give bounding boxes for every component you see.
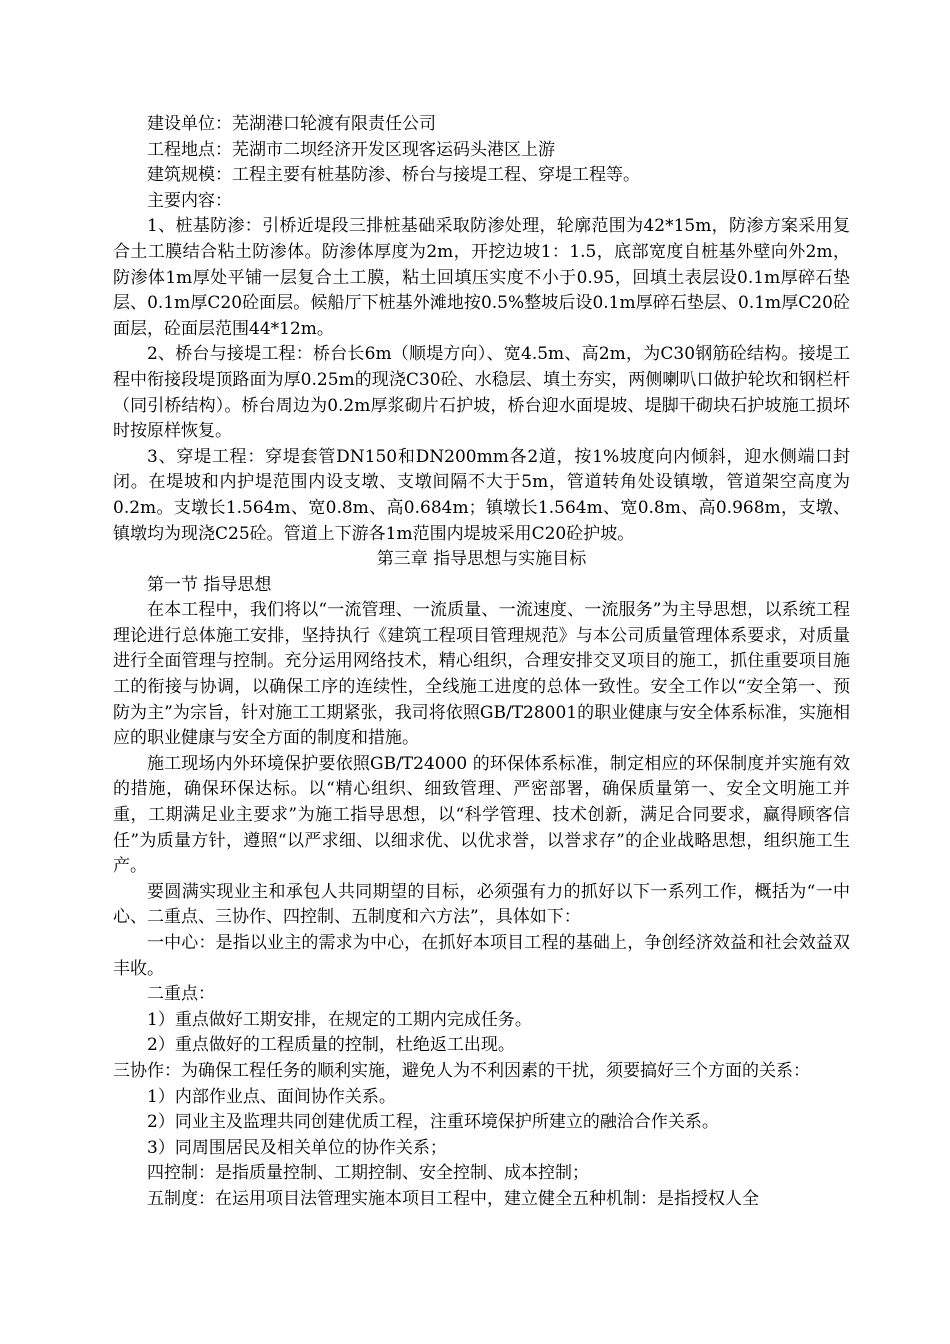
para-pile-seepage: 1、桩基防渗：引桥近堤段三排桩基础采取防渗处理，轮廓范围为42*15m，防渗方案采用复合土工膜结合粘土防渗体。防渗体厚度为2m，开挖边坡1：1.5，底部宽度自桩基外壁向外2m，防渗体1m厚处平铺一层复合土工膜，粘土回填压实度不小于0.95，回填土表层设0.1m厚碎石垫层、0.1m厚C20砼面层。候船厅下桩基外滩地按0.5%整坡后设0.1m厚碎石垫层、0.1m厚C20砼面层，砼面层范围44*12m。 xyxy=(113,216,850,339)
chapter-heading: 第三章 指导思想与实施目标 xyxy=(376,549,587,570)
para-one-center: 一中心：是指以业主的需求为中心，在抓好本项目工程的基础上，争创经济效益和社会效益双丰收。 xyxy=(113,933,850,979)
para-two-focus: 二重点： xyxy=(147,984,215,1005)
list-item: 3）同周围居民及相关单位的协作关系； xyxy=(147,1137,447,1158)
para-environment: 施工现场内外环境保护要依照GB/T24000 的环保体系标准，制定相应的环保制度并实施有效的措施，确保环保达标。以“精心组织、细致管理、严密部署，确保质量第一、安全文明施工并重，工期满足业主要求”为施工指导思想，以“科学管理、技术创新，满足合同要求，赢得顾客信任”为质量方针，遵照“以严求细、以细求优、以优求誉，以誉求存”的企业战略思想，组织施工生产。 xyxy=(113,753,850,877)
list-item: 1）重点做好工期安排，在规定的工期内完成任务。 xyxy=(147,1009,532,1030)
para-five-systems: 五制度：在运用项目法管理实施本项目工程中，建立健全五种机制：是指授权人全 xyxy=(147,1188,759,1209)
para-through-dike: 3、穿堤工程：穿堤套管DN150和DN200mm各2道，按1%坡度向内倾斜，迎水侧端口封闭。在堤坡和内护堤范围内设支墩、支墩间隔不大于5m，管道转角处设镇墩，管道架空高度为0.2m。支墩长1.564m、宽0.8m、高0.684m；镇墩长1.564m、宽0.8m、高0.968m，支墩、镇墩均为现浇C25砼。管道上下游各1m范围内堤坡采用C20砼护坡。 xyxy=(113,446,850,544)
para-three-cooperation: 三协作：为确保工程任务的顺利实施，避免人为不利因素的干扰，须要搞好三个方面的关系： xyxy=(113,1060,810,1081)
para-guiding-thought: 在本工程中，我们将以“一流管理、一流质量、一流速度、一流服务”为主导思想，以系统工程理论进行总体施工安排，坚持执行《建筑工程项目管理规范》与本公司质量管理体系要求，对质量进行全面管理与控制。充分运用网络技术，精心组织，合理安排交叉项目的施工，抓住重要项目施工的衔接与协调，以确保工序的连续性，全线施工进度的总体一致性。安全工作以“安全第一、预防为主”为宗旨，针对施工工期紧张，我司将依照GB/T28001的职业健康与安全体系标准，实施相应的职业健康与安全方面的制度和措施。 xyxy=(113,600,850,749)
para-main-content-heading: 主要内容： xyxy=(147,190,232,211)
list-item: 2）同业主及监理共同创建优质工程，注重环境保护所建立的融洽合作关系。 xyxy=(147,1112,719,1133)
list-item: 1）内部作业点、面间协作关系。 xyxy=(147,1086,396,1107)
para-construction-unit: 建设单位：芜湖港口轮渡有限责任公司 xyxy=(147,114,436,134)
para-goals-summary: 要圆满实现业主和承包人共同期望的目标，必须强有力的抓好以下一系列工作，概括为“一中心、二重点、三协作、四控制、五制度和六方法”，具体如下： xyxy=(113,881,850,928)
para-abutment-embankment: 2、桥台与接堤工程：桥台长6m（顺堤方向）、宽4.5m、高2m，为C30钢筋砼结构。接堤工程中衔接段堤顶路面为厚0.25m的现浇C30砼、水稳层、填土夯实，两侧喇叭口做护轮坎和钢栏杆（同引桥结构）。桥台周边为0.2m厚浆砌片石护坡，桥台迎水面堤坡、堤脚干砌块石护坡施工损坏时按原样恢复。 xyxy=(113,344,850,442)
document-page xyxy=(113,112,850,1213)
list-item: 2）重点做好的工程质量的控制，杜绝返工出现。 xyxy=(147,1035,515,1056)
section-heading: 第一节 指导思想 xyxy=(147,574,272,595)
para-project-location: 工程地点：芜湖市二坝经济开发区现客运码头港区上游 xyxy=(147,139,555,160)
para-four-controls: 四控制：是指质量控制、工期控制、安全控制、成本控制； xyxy=(147,1163,589,1184)
para-building-scale: 建筑规模：工程主要有桩基防渗、桥台与接堤工程、穿堤工程等。 xyxy=(147,165,640,186)
